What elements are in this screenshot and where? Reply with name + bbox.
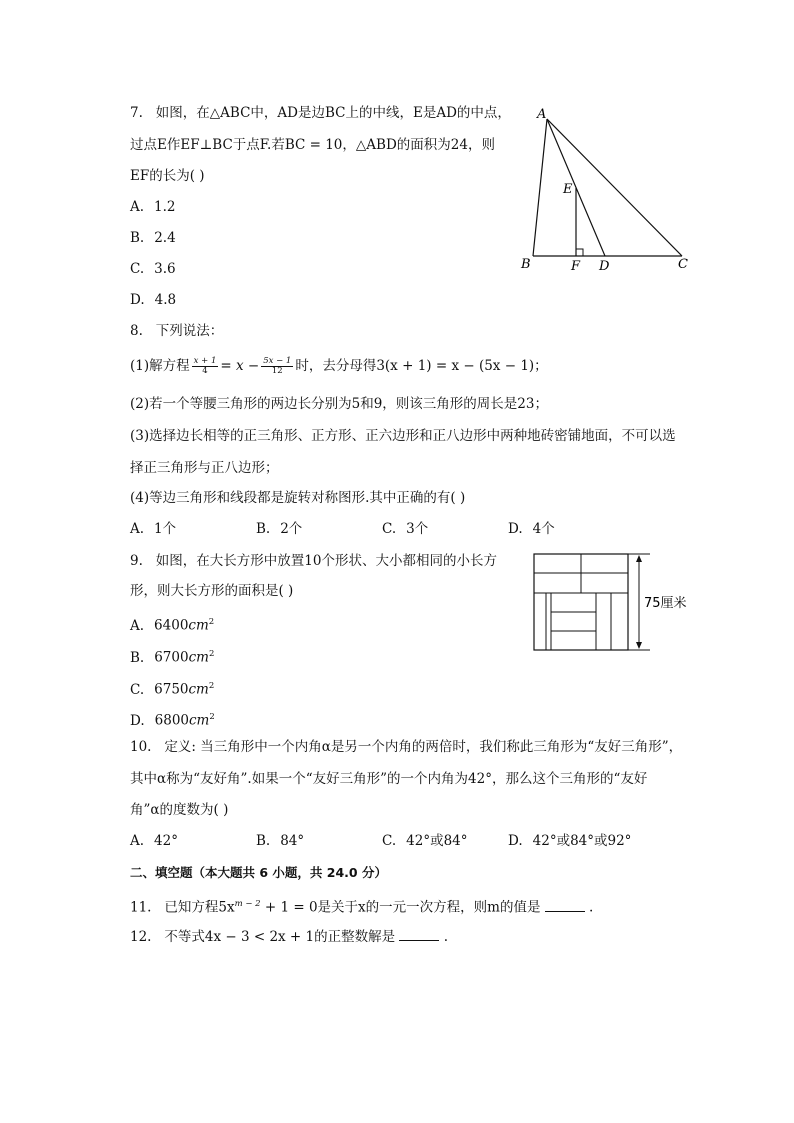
q10-number: 10. bbox=[130, 739, 152, 755]
option-exponent: 2 bbox=[208, 617, 215, 627]
label-b: B bbox=[521, 257, 531, 272]
option-text: 3个 bbox=[406, 521, 429, 537]
q7-line1 bbox=[130, 104, 511, 122]
q10-option-d[interactable] bbox=[508, 832, 631, 850]
label-f: F bbox=[571, 259, 581, 274]
option-key: D. bbox=[130, 292, 145, 308]
option-value: 6750 bbox=[154, 681, 189, 698]
option-exponent: 2 bbox=[208, 649, 215, 659]
q9-option-d[interactable] bbox=[130, 708, 215, 730]
option-key: D. bbox=[508, 521, 523, 537]
q8-intro: 下列说法： bbox=[155, 323, 224, 339]
side-ab bbox=[533, 119, 547, 256]
option-unit: cm bbox=[188, 649, 209, 666]
option-key: D. bbox=[130, 712, 145, 729]
label-e: E bbox=[563, 182, 573, 197]
q8-s1-pre: (1)解方程 bbox=[130, 358, 190, 374]
q8-s1-mid: = x − bbox=[220, 358, 260, 374]
q7-option-d[interactable] bbox=[130, 291, 176, 309]
fraction-numerator: 5x − 1 bbox=[263, 356, 292, 366]
q10-text-line3: 角”α的度数为( ) bbox=[130, 802, 229, 818]
option-text: 1个 bbox=[154, 521, 177, 537]
option-text: 42° bbox=[154, 833, 178, 849]
option-text: 4个 bbox=[532, 521, 555, 537]
q12-end: . bbox=[443, 929, 449, 945]
q11-number: 11. bbox=[130, 899, 152, 916]
q11-text-post: + 1 = 0是关于x的一元一次方程，则m的值是 bbox=[260, 899, 541, 916]
q8-statement-3a bbox=[130, 427, 676, 445]
fraction-denominator: 12 bbox=[271, 366, 283, 376]
q8-statement-4 bbox=[130, 489, 465, 507]
right-angle-mark bbox=[576, 249, 583, 256]
option-text: 4.8 bbox=[154, 292, 177, 308]
q10-text-line2: 其中α称为“友好角”.如果一个“友好三角形”的一个内角为42°，那么这个三角形的“友好 bbox=[130, 771, 648, 787]
label-c: C bbox=[678, 257, 688, 272]
option-unit: cm bbox=[188, 617, 209, 634]
q7-text-line1: 如图，在△ABC中，AD是边BC上的中线，E是AD的中点， bbox=[155, 105, 511, 121]
option-text: 1.2 bbox=[154, 199, 176, 215]
arrow-up-icon bbox=[636, 555, 642, 562]
q9-number: 9. bbox=[130, 553, 143, 569]
q11-line bbox=[130, 895, 593, 917]
option-value: 6400 bbox=[154, 617, 189, 634]
option-text: 3.6 bbox=[154, 261, 176, 277]
q12-number: 12. bbox=[130, 929, 152, 945]
option-key: A. bbox=[130, 521, 145, 537]
option-value: 6700 bbox=[154, 649, 189, 666]
option-exponent: 2 bbox=[208, 681, 215, 691]
q7-option-b[interactable] bbox=[130, 229, 176, 247]
q7-option-c[interactable] bbox=[130, 260, 176, 278]
label-a: A bbox=[537, 107, 547, 122]
option-key: B. bbox=[130, 649, 145, 666]
q7-line3 bbox=[130, 167, 205, 185]
q11-text-pre: 已知方程5x bbox=[164, 899, 235, 916]
q8-fraction-2 bbox=[261, 357, 293, 376]
dimension-label: 75厘米 bbox=[644, 596, 687, 611]
option-key: A. bbox=[130, 833, 145, 849]
q9-option-b[interactable] bbox=[130, 645, 214, 667]
q12-line bbox=[130, 928, 448, 946]
q8-statement-2 bbox=[130, 395, 548, 413]
q10-option-c[interactable] bbox=[382, 832, 468, 850]
option-key: A. bbox=[130, 199, 145, 215]
q9-text-line1: 如图，在大长方形中放置10个形状、大小都相同的小长方 bbox=[155, 553, 497, 569]
option-key: B. bbox=[130, 230, 145, 246]
q8-fraction-1 bbox=[192, 357, 219, 376]
section-heading: 二、填空题（本大题共 6 小题，共 24.0 分） bbox=[130, 865, 387, 880]
q8-option-d[interactable] bbox=[508, 520, 555, 538]
q8-statement-1 bbox=[130, 357, 548, 376]
option-key: C. bbox=[382, 833, 397, 849]
option-key: B. bbox=[256, 521, 271, 537]
fraction-denominator: 4 bbox=[202, 366, 208, 376]
q8-s2-text: (2)若一个等腰三角形的两边长分别为5和9，则该三角形的周长是23； bbox=[130, 396, 548, 412]
q8-s4-text: (4)等边三角形和线段都是旋转对称图形.其中正确的有( ) bbox=[130, 490, 466, 506]
q8-option-a[interactable] bbox=[130, 520, 176, 538]
q9-text-line2: 形，则大长方形的面积是( ) bbox=[130, 583, 294, 599]
option-key: C. bbox=[130, 681, 145, 698]
q8-option-b[interactable] bbox=[256, 520, 302, 538]
q10-line1 bbox=[130, 738, 682, 756]
option-text: 42°或84° bbox=[406, 833, 468, 849]
option-exponent: 2 bbox=[209, 712, 215, 722]
q7-number: 7. bbox=[130, 105, 143, 121]
q7-triangle-figure bbox=[515, 100, 715, 280]
option-text: 2.4 bbox=[154, 230, 176, 246]
q7-line2 bbox=[130, 136, 495, 154]
q10-line3 bbox=[130, 801, 228, 819]
q9-line2 bbox=[130, 582, 293, 600]
q9-rectangle-figure bbox=[530, 548, 730, 658]
option-key: C. bbox=[130, 261, 145, 277]
q9-option-c[interactable] bbox=[130, 677, 214, 699]
q12-text: 不等式4x − 3 < 2x + 1的正整数解是 bbox=[164, 929, 396, 945]
q11-answer-blank[interactable] bbox=[545, 899, 585, 912]
option-value: 6800 bbox=[154, 712, 189, 729]
q9-option-a[interactable] bbox=[130, 613, 214, 635]
option-key: A. bbox=[130, 617, 145, 634]
q11-exponent: m − 2 bbox=[234, 899, 261, 909]
q7-text-line3: EF的长为( ) bbox=[130, 168, 205, 184]
option-key: C. bbox=[382, 521, 397, 537]
label-d: D bbox=[599, 259, 610, 274]
q8-s3a-text: (3)选择边长相等的正三角形、正方形、正六边形和正八边形中两种地砖密铺地面，不可以选 bbox=[130, 428, 676, 444]
arrow-down-icon bbox=[636, 642, 642, 649]
q10-text-line1: 定义: 当三角形中一个内角α是另一个内角的两倍时，我们称此三角形为“友好三角形”， bbox=[164, 739, 683, 755]
option-unit: cm bbox=[189, 712, 210, 729]
option-text: 42°或84°或92° bbox=[532, 833, 632, 849]
q8-number: 8. bbox=[130, 323, 143, 339]
q11-end: . bbox=[589, 899, 594, 916]
q7-text-line2: 过点E作EF⊥BC于点F.若BC = 10，△ABD的面积为24，则 bbox=[130, 137, 495, 153]
option-key: D. bbox=[508, 833, 523, 849]
q8-line-intro bbox=[130, 322, 223, 340]
q10-option-b[interactable] bbox=[256, 832, 304, 850]
q7-option-a[interactable] bbox=[130, 198, 176, 216]
q8-option-c[interactable] bbox=[382, 520, 428, 538]
q10-option-a[interactable] bbox=[130, 832, 178, 850]
q10-line2 bbox=[130, 770, 647, 788]
option-text: 2个 bbox=[280, 521, 303, 537]
option-text: 84° bbox=[280, 833, 305, 849]
q8-s1-post: 时，去分母得3(x + 1) = x − (5x − 1)； bbox=[295, 358, 548, 374]
option-unit: cm bbox=[188, 681, 209, 698]
q8-statement-3b bbox=[130, 459, 279, 477]
q8-s3b-text: 择正三角形与正八边形； bbox=[130, 460, 279, 476]
q9-line1 bbox=[130, 552, 497, 570]
option-key: B. bbox=[256, 833, 271, 849]
q12-answer-blank[interactable] bbox=[399, 928, 439, 941]
fraction-numerator: x + 1 bbox=[193, 356, 217, 366]
